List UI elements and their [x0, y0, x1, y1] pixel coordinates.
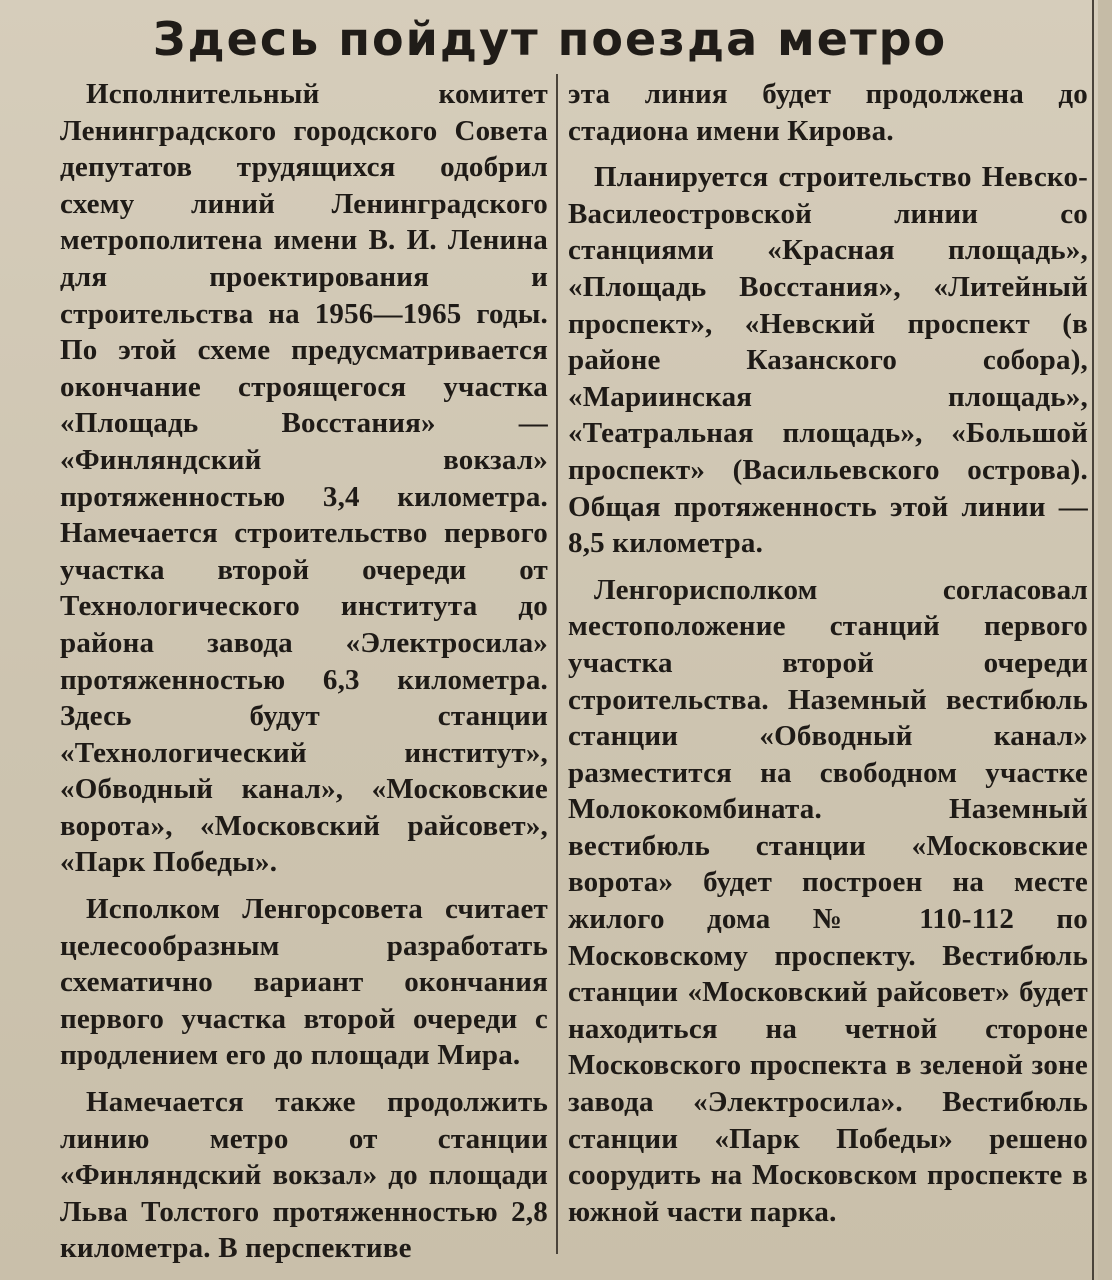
column-divider: [556, 74, 558, 1254]
paragraph: Ленгорисполком согласовал местоположение станций первого участка второй очереди строительства. Наземный вестибюль станции «Обводный канал» разместится на свободном участке Молококомбината. Наземный вестибюль станции «Московские ворота» будет построен на месте жилого дома № 110-112 по Московскому проспекту. Вестибюль станции «Московский райсовет» будет находиться на четной стороне Московского проспекта в зеленой зоне завода «Электросила». Вестибюль станции «Парк Победы» решено соорудить на Московском проспекте в южной части парка.: [568, 573, 1088, 1228]
right-column: [568, 76, 1088, 1230]
paragraph: эта линия будет продолжена до стадиона имени Кирова.: [568, 78, 1088, 147]
paragraph: Исполком Ленгорсовета считает целесообразным разработать схематично вариант окончания первого участка второй очереди с продлением его до площади Мира.: [60, 893, 548, 1072]
headline: Здесь пойдут поезда метро: [152, 12, 948, 66]
left-column: [60, 76, 548, 1267]
adjacent-column-edge: [1098, 0, 1112, 1280]
paragraph: Планируется строительство Невско-Василеостровской линии со станциями «Красная площадь», «Площадь Восстания», «Литейный проспект», «Невский проспект (в районе Казанского собора), «Мариинская площадь», «Театральная площадь», «Большой проспект» (Васильевского острова). Общая протяженность этой линии — 8,5 километра.: [568, 161, 1088, 560]
paragraph: Исполнительный комитет Ленинградского городского Совета депутатов трудящихся одобрил схему линий Ленинградского метрополитена имени В. И. Ленина для проектирования и строительства на 1956—1965 годы. По этой схеме предусматривается окончание строящегося участка «Площадь Восстания» — «Финляндский вокзал» протяженностью 3,4 километра. Намечается строительство первого участка второй очереди от Технологического института до района завода «Электросила» протяженностью 6,3 километра. Здесь будут станции «Технологический институт», «Обводный канал», «Московские ворота», «Московский райсовет», «Парк Победы».: [60, 78, 548, 879]
paragraph: Намечается также продолжить линию метро от станции «Финляндский вокзал» до площади Льва Толстого протяженностью 2,8 километра. В перспективе: [60, 1086, 548, 1265]
column-divider-right: [1092, 0, 1094, 1280]
